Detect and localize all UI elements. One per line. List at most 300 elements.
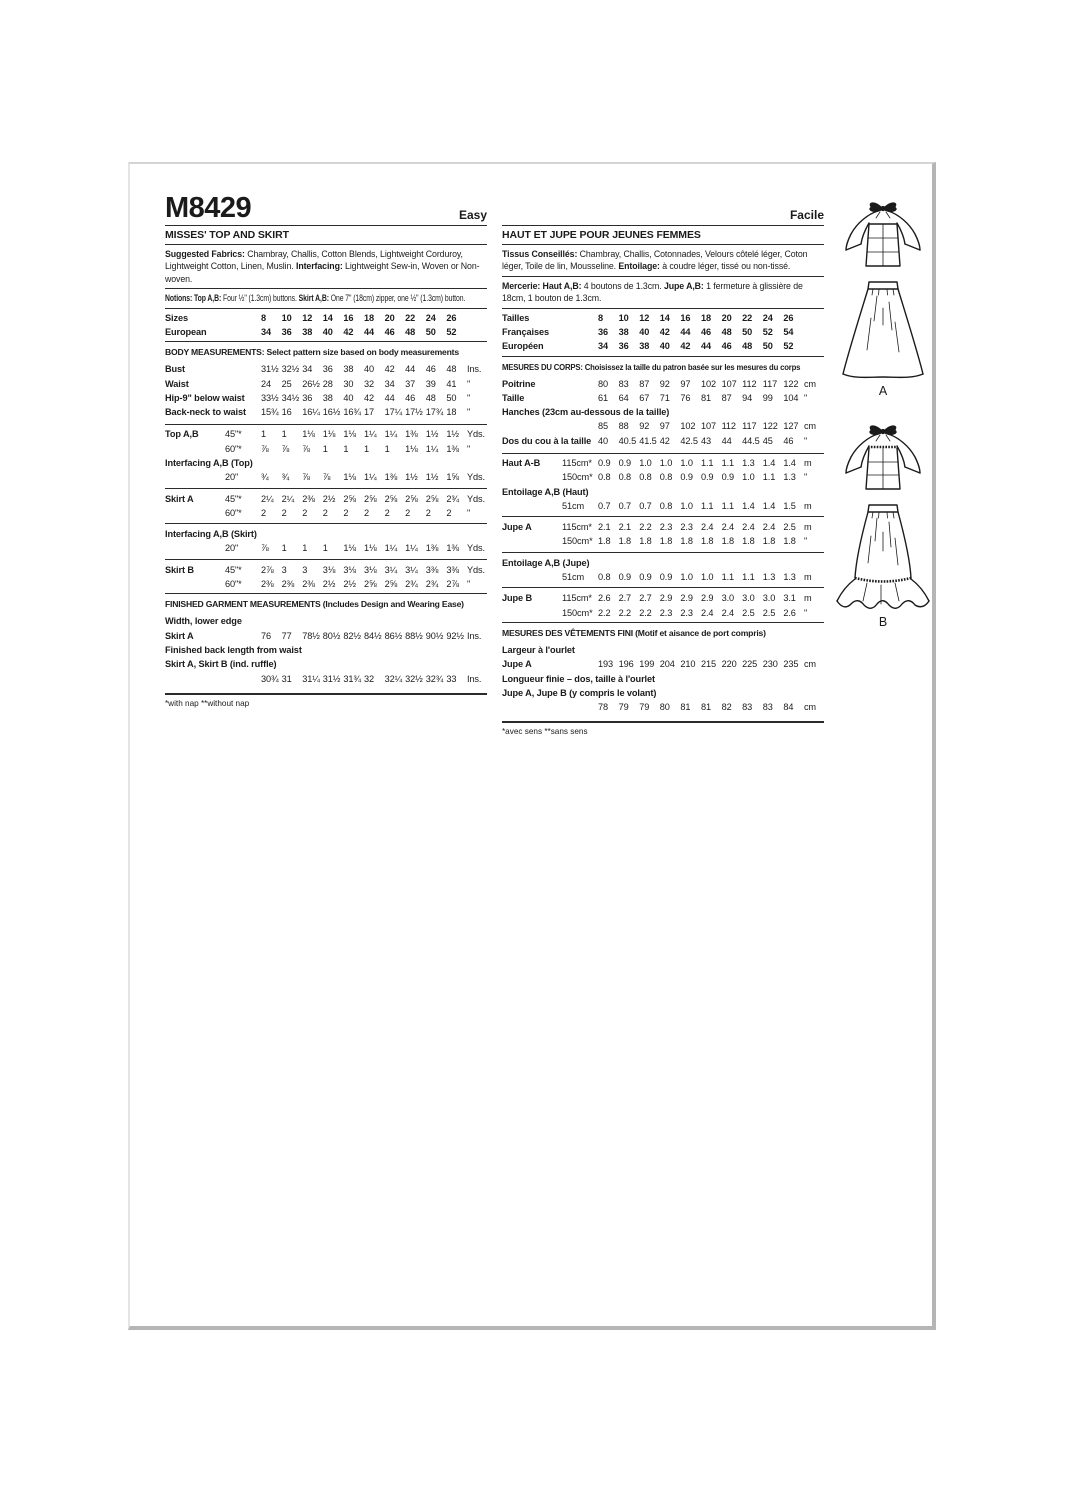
value-cell: 0.9 <box>721 472 735 483</box>
row-label: Interfacing A,B (Skirt) <box>165 529 257 540</box>
value-cell: 37 <box>405 378 416 389</box>
title-block-en <box>165 192 487 225</box>
view-a-top-illustration <box>835 197 931 279</box>
value-cell: 2½ <box>343 579 356 590</box>
row-sublabel: 150cm* <box>562 536 593 547</box>
value-cell: 1.0 <box>659 458 673 468</box>
table-row <box>165 391 487 405</box>
value-cell: 38 <box>618 326 629 337</box>
value-cell: 1½ <box>446 429 459 440</box>
value-cell: 1 <box>322 543 328 554</box>
value-cell: 81 <box>700 702 711 713</box>
yardage-table-fr <box>502 453 824 622</box>
value-cell: 40 <box>598 435 609 446</box>
value-cell: 22 <box>405 312 416 323</box>
unit-cell: " <box>466 407 471 418</box>
unit-cell: " <box>466 378 471 389</box>
table-row <box>502 700 824 714</box>
nap-footnote-fr: *avec sens **sans sens <box>502 721 824 739</box>
fabrics-label-fr: Tissus Conseillés: <box>502 249 578 259</box>
value-cell: 46 <box>405 392 416 403</box>
value-cell: 1 <box>302 543 308 554</box>
garment-title-en: MISSES' TOP AND SKIRT <box>165 225 487 244</box>
value-cell: 76 <box>680 392 691 403</box>
value-cell: 94 <box>742 392 753 403</box>
value-cell: 2.7 <box>618 593 632 604</box>
value-cell: 8 <box>261 312 267 323</box>
row-label: Hip-9" below waist <box>165 392 245 403</box>
notions-skirt-text-en: One 7" (18cm) zipper, one ½" (1.3cm) button. <box>328 293 466 304</box>
value-cell: 0.9 <box>618 572 632 583</box>
value-cell: 3 <box>302 564 308 575</box>
value-cell: 3¼ <box>405 564 418 575</box>
value-cell: 10 <box>618 312 629 323</box>
value-cell: 1⅜ <box>446 443 459 454</box>
row-label: Jupe B <box>502 593 533 604</box>
value-cell: 17¼ <box>384 407 403 418</box>
value-cell: 40 <box>322 326 333 337</box>
value-cell: 102 <box>700 378 716 389</box>
view-a-skirt-illustration <box>835 279 931 381</box>
value-cell: 46 <box>425 364 436 375</box>
value-cell: 40 <box>343 392 354 403</box>
value-cell: 16 <box>343 312 354 323</box>
row-label: Top A,B <box>165 429 199 440</box>
value-cell: 40 <box>659 341 670 352</box>
value-cell: 34 <box>302 364 313 375</box>
table-row <box>502 405 824 419</box>
value-cell: 17¾ <box>425 407 444 418</box>
table-row <box>165 672 487 686</box>
value-cell: 1.4 <box>762 500 776 511</box>
value-cell: 48 <box>721 326 732 337</box>
unit-cell: cm <box>803 702 816 713</box>
value-cell: 1.0 <box>700 572 714 583</box>
value-cell: 1.4 <box>762 458 776 468</box>
value-cell: 2⅝ <box>343 493 356 504</box>
row-label: Sizes <box>165 312 188 323</box>
table-row <box>165 442 487 456</box>
value-cell: 204 <box>659 659 675 670</box>
table-row <box>165 643 487 657</box>
value-cell: 2.3 <box>659 522 673 533</box>
value-cell: 16 <box>680 312 691 323</box>
row-sublabel: 115cm* <box>562 458 592 468</box>
value-cell: 1.0 <box>680 458 693 468</box>
unit-cell: cm <box>803 421 816 432</box>
value-cell: 2 <box>343 507 349 518</box>
value-cell: 64 <box>618 392 629 403</box>
table-row <box>165 614 487 628</box>
value-cell: 41.5 <box>639 435 657 446</box>
table-row <box>502 643 824 657</box>
row-sublabel: 45"* <box>225 564 242 575</box>
value-cell: 52 <box>783 341 794 352</box>
value-cell: ⅞ <box>281 443 290 454</box>
value-cell: 22 <box>742 312 753 323</box>
row-sublabel: 51cm <box>562 572 585 583</box>
value-cell: 39 <box>425 378 436 389</box>
value-cell: 85 <box>598 421 609 432</box>
body-measurements-section-en <box>165 341 487 424</box>
value-cell: 1.3 <box>783 572 796 583</box>
nap-footnote-en: *with nap **without nap <box>165 693 487 711</box>
value-cell: 88 <box>618 421 629 432</box>
unit-cell: cm <box>803 659 816 670</box>
row-label: Bust <box>165 364 186 375</box>
row-label: Jupe A <box>502 522 532 533</box>
value-cell: 42.5 <box>680 435 698 446</box>
value-cell: 2.4 <box>742 522 755 533</box>
row-sublabel: 45"* <box>225 493 242 504</box>
value-cell: 12 <box>302 312 313 323</box>
table-row <box>502 391 824 405</box>
value-cell: 0.8 <box>618 472 632 483</box>
value-cell: 31½ <box>261 364 279 375</box>
value-cell: 2 <box>384 507 390 518</box>
value-cell: 30¾ <box>261 673 279 684</box>
unit-cell: m <box>803 522 812 533</box>
value-cell: 15¾ <box>261 407 279 418</box>
value-cell: 122 <box>762 421 778 432</box>
row-sublabel: 150cm* <box>562 472 593 483</box>
value-cell: 199 <box>639 659 655 670</box>
unit-cell: " <box>466 507 471 518</box>
value-cell: 1.8 <box>598 536 611 547</box>
value-cell: 1⅛ <box>322 429 336 440</box>
unit-cell: m <box>803 593 812 604</box>
row-sublabel: 150cm* <box>562 607 593 618</box>
row-sublabel: 20" <box>225 543 239 554</box>
value-cell: 3.1 <box>783 593 796 604</box>
pattern-envelope-back <box>128 162 936 1330</box>
value-cell: 92 <box>659 378 670 389</box>
value-cell: 50 <box>425 326 436 337</box>
value-cell: 17½ <box>405 407 423 418</box>
value-cell: 38 <box>302 326 313 337</box>
value-cell: 1⅛ <box>363 543 377 554</box>
value-cell: 42 <box>343 326 354 337</box>
table-row <box>502 552 824 570</box>
value-cell: 16½ <box>322 407 341 418</box>
value-cell: 2.4 <box>721 607 735 618</box>
value-cell: 2⅜ <box>302 579 315 590</box>
value-cell: 32¾ <box>425 673 444 684</box>
value-cell: 117 <box>742 421 757 432</box>
value-cell: 2.4 <box>700 522 714 533</box>
value-cell: 2¾ <box>446 493 459 504</box>
table-row <box>502 672 824 686</box>
view-b-label: B <box>878 615 888 629</box>
unit-cell: m <box>803 572 812 583</box>
value-cell: 52 <box>446 326 457 337</box>
table-row <box>502 311 824 325</box>
value-cell: 71 <box>659 392 670 403</box>
table-row <box>502 339 824 353</box>
table-row <box>165 541 487 555</box>
value-cell: 2.3 <box>680 522 693 533</box>
value-cell: 45 <box>762 435 773 446</box>
value-cell: 2⅞ <box>261 564 274 575</box>
unit-cell: " <box>803 392 808 403</box>
value-cell: 2.3 <box>680 607 693 618</box>
finished-measurements-section-en <box>165 593 487 690</box>
garment-title-fr: HAUT ET JUPE POUR JEUNES FEMMES <box>502 225 824 244</box>
unit-cell: cm <box>803 378 816 389</box>
value-cell: 2.2 <box>639 522 652 533</box>
value-cell: 97 <box>659 421 670 432</box>
body-measurements-header-en: BODY MEASUREMENTS: Select pattern size based on body measurements <box>165 347 459 358</box>
value-cell: 78½ <box>302 630 320 641</box>
unit-cell: Ins. <box>466 673 482 684</box>
value-cell: 38 <box>322 392 333 403</box>
notions-paragraph-fr <box>502 276 824 308</box>
value-cell: ¾ <box>281 472 290 483</box>
notions-text-fr: 4 boutons de 1.3cm. <box>581 280 664 291</box>
value-cell: 67 <box>639 392 650 403</box>
value-cell: 31¾ <box>343 673 361 684</box>
value-cell: 83 <box>742 702 753 713</box>
unit-cell: " <box>803 472 808 483</box>
value-cell: 31¼ <box>302 673 320 684</box>
row-sublabel: 51cm <box>562 500 585 511</box>
value-cell: 3⅛ <box>322 564 336 575</box>
sizes-table-en <box>165 308 487 342</box>
notions-skirt-text-fr: 1 fermeture à glissière de 18cm, 1 bouton de 1.3cm. <box>502 280 803 304</box>
value-cell: 1.0 <box>680 572 693 583</box>
value-cell: 34 <box>384 378 395 389</box>
value-cell: 3.0 <box>762 593 776 604</box>
value-cell: 61 <box>598 392 609 403</box>
value-cell: 1⅜ <box>384 472 398 483</box>
row-label: Européen <box>502 341 544 352</box>
value-cell: 2⅜ <box>281 579 295 590</box>
row-sublabel: 60"* <box>225 507 242 518</box>
value-cell: 107 <box>700 421 716 432</box>
value-cell: 1.1 <box>721 458 735 468</box>
row-label: Françaises <box>502 326 550 337</box>
value-cell: 1.3 <box>742 458 755 468</box>
value-cell: 81 <box>680 702 691 713</box>
value-cell: ⅞ <box>302 443 310 454</box>
value-cell: 50 <box>446 392 457 403</box>
value-cell: 2.2 <box>639 607 652 618</box>
value-cell: 1½ <box>405 472 418 483</box>
value-cell: 1¼ <box>363 429 377 440</box>
row-label: Skirt B <box>165 564 194 575</box>
value-cell: 2⅜ <box>302 493 315 504</box>
value-cell: 2.6 <box>783 607 796 618</box>
table-row <box>165 362 487 376</box>
notions-line-en <box>165 292 466 304</box>
value-cell: 40 <box>363 364 374 375</box>
yardage-table-en <box>165 424 487 593</box>
value-cell: 87 <box>721 392 732 403</box>
value-cell: 99 <box>762 392 773 403</box>
title-block-fr <box>502 192 824 225</box>
row-sublabel: 115cm* <box>562 522 592 533</box>
row-label: Haut A-B <box>502 458 541 468</box>
value-cell: 24 <box>762 312 773 323</box>
finished-measurements-table-fr <box>502 641 824 716</box>
value-cell: 16 <box>281 407 292 418</box>
value-cell: 1½ <box>425 472 439 483</box>
value-cell: 2½ <box>322 493 336 504</box>
value-cell: 36 <box>302 392 313 403</box>
value-cell: 92½ <box>446 630 464 641</box>
value-cell: 1.5 <box>783 500 796 511</box>
value-cell: 3⅜ <box>425 564 439 575</box>
value-cell: 2.4 <box>762 522 776 533</box>
value-cell: 26 <box>446 312 457 323</box>
table-row <box>165 325 487 339</box>
fabrics-label-en: Suggested Fabrics: <box>165 249 245 259</box>
value-cell: 79 <box>639 702 650 713</box>
value-cell: 235 <box>783 659 799 670</box>
value-cell: 46 <box>783 435 794 446</box>
notions-skirt-label-en: Skirt A,B: <box>298 293 329 304</box>
value-cell: 32¼ <box>384 673 403 684</box>
value-cell: 20 <box>721 312 732 323</box>
value-cell: 2½ <box>322 579 336 590</box>
value-cell: 2 <box>446 507 452 518</box>
table-row <box>165 488 487 506</box>
unit-cell: " <box>466 392 471 403</box>
value-cell: 31½ <box>322 673 341 684</box>
row-label: Taille <box>502 392 525 403</box>
value-cell: 82½ <box>343 630 361 641</box>
value-cell: 2.9 <box>700 593 714 604</box>
value-cell: 44 <box>405 364 416 375</box>
value-cell: 34½ <box>281 392 300 403</box>
value-cell: 12 <box>639 312 650 323</box>
row-sublabel: 60"* <box>225 579 242 590</box>
value-cell: 2.5 <box>783 522 796 533</box>
value-cell: 3⅛ <box>343 564 356 575</box>
value-cell: ⅞ <box>302 472 310 483</box>
value-cell: 1⅛ <box>343 429 356 440</box>
value-cell: 26 <box>783 312 794 323</box>
value-cell: 54 <box>783 326 794 337</box>
value-cell: 79 <box>618 702 629 713</box>
value-cell: 83 <box>618 378 629 389</box>
value-cell: 48 <box>446 364 457 375</box>
value-cell: 36 <box>618 341 629 352</box>
value-cell: 38 <box>343 364 354 375</box>
table-row <box>165 559 487 577</box>
value-cell: 1⅜ <box>405 429 418 440</box>
value-cell: 1.8 <box>700 536 714 547</box>
value-cell: 52 <box>762 326 773 337</box>
value-cell: 1.4 <box>783 458 796 468</box>
value-cell: 1⅛ <box>343 543 356 554</box>
table-row <box>502 606 824 620</box>
value-cell: 2⅜ <box>261 579 274 590</box>
value-cell: 90½ <box>425 630 444 641</box>
value-cell: 1⅜ <box>425 543 439 554</box>
view-a-figure <box>832 197 934 398</box>
value-cell: 44 <box>721 435 732 446</box>
value-cell: 2.7 <box>639 593 652 604</box>
value-cell: 46 <box>721 341 732 352</box>
table-row <box>502 516 824 534</box>
value-cell: 2¾ <box>405 579 418 590</box>
value-cell: 48 <box>425 392 436 403</box>
value-cell: 42 <box>659 326 670 337</box>
table-row <box>502 657 824 671</box>
value-cell: 42 <box>659 435 670 446</box>
value-cell: 2⅝ <box>363 493 377 504</box>
value-cell: 230 <box>762 659 778 670</box>
value-cell: 24 <box>425 312 436 323</box>
value-cell: 25 <box>281 378 292 389</box>
value-cell: 107 <box>721 378 737 389</box>
value-cell: 196 <box>618 659 634 670</box>
value-cell: 122 <box>783 378 799 389</box>
value-cell: 0.7 <box>639 500 652 511</box>
value-cell: 0.8 <box>659 472 673 483</box>
notions-skirt-label-fr: Jupe A,B: <box>663 280 704 291</box>
value-cell: 2.6 <box>598 593 611 604</box>
value-cell: 2.4 <box>700 607 714 618</box>
value-cell: 44 <box>363 326 374 337</box>
value-cell: 33 <box>446 673 457 684</box>
value-cell: 2⅝ <box>425 493 439 504</box>
table-row <box>165 629 487 643</box>
value-cell: 1⅛ <box>343 472 356 483</box>
value-cell: 2 <box>322 507 328 518</box>
table-row <box>502 325 824 339</box>
value-cell: 44 <box>384 392 395 403</box>
value-cell: 1.8 <box>762 536 776 547</box>
value-cell: 3¼ <box>384 564 398 575</box>
value-cell: 34 <box>598 341 609 352</box>
notions-label-fr: Mercerie: Haut A,B: <box>502 280 582 291</box>
notions-paragraph-en <box>165 288 487 307</box>
finished-measurements-table-en <box>165 612 487 687</box>
value-cell: 2⅝ <box>405 493 418 504</box>
row-label: European <box>165 326 207 337</box>
row-label: Finished back length from waist <box>165 644 302 655</box>
value-cell: 0.9 <box>598 458 611 468</box>
value-cell: 1 <box>363 443 369 454</box>
table-row <box>165 523 487 541</box>
value-cell: 18 <box>700 312 711 323</box>
row-label: Skirt A, Skirt B (ind. ruffle) <box>165 659 277 670</box>
value-cell: 1⅛ <box>405 443 418 454</box>
value-cell: 0.8 <box>639 472 652 483</box>
table-row <box>502 570 824 584</box>
row-label: Entoilage A,B (Haut) <box>502 486 589 497</box>
value-cell: 2 <box>425 507 431 518</box>
unit-cell: Yds. <box>466 493 485 504</box>
value-cell: 2.2 <box>618 607 632 618</box>
value-cell: 1.8 <box>721 536 735 547</box>
value-cell: ⅞ <box>322 472 331 483</box>
unit-cell: " <box>803 536 808 547</box>
value-cell: 92 <box>639 421 650 432</box>
notions-label-en: Notions: Top A,B: <box>165 293 222 304</box>
value-cell: 102 <box>680 421 696 432</box>
row-label: Longueur finie – dos, taille à l'ourlet <box>502 673 655 684</box>
table-row <box>502 499 824 513</box>
value-cell: 1.3 <box>762 572 776 583</box>
body-measurements-section-fr <box>502 356 824 453</box>
value-cell: 1¼ <box>384 543 398 554</box>
value-cell: 42 <box>363 392 374 403</box>
table-row <box>165 427 487 441</box>
english-column <box>165 192 487 711</box>
